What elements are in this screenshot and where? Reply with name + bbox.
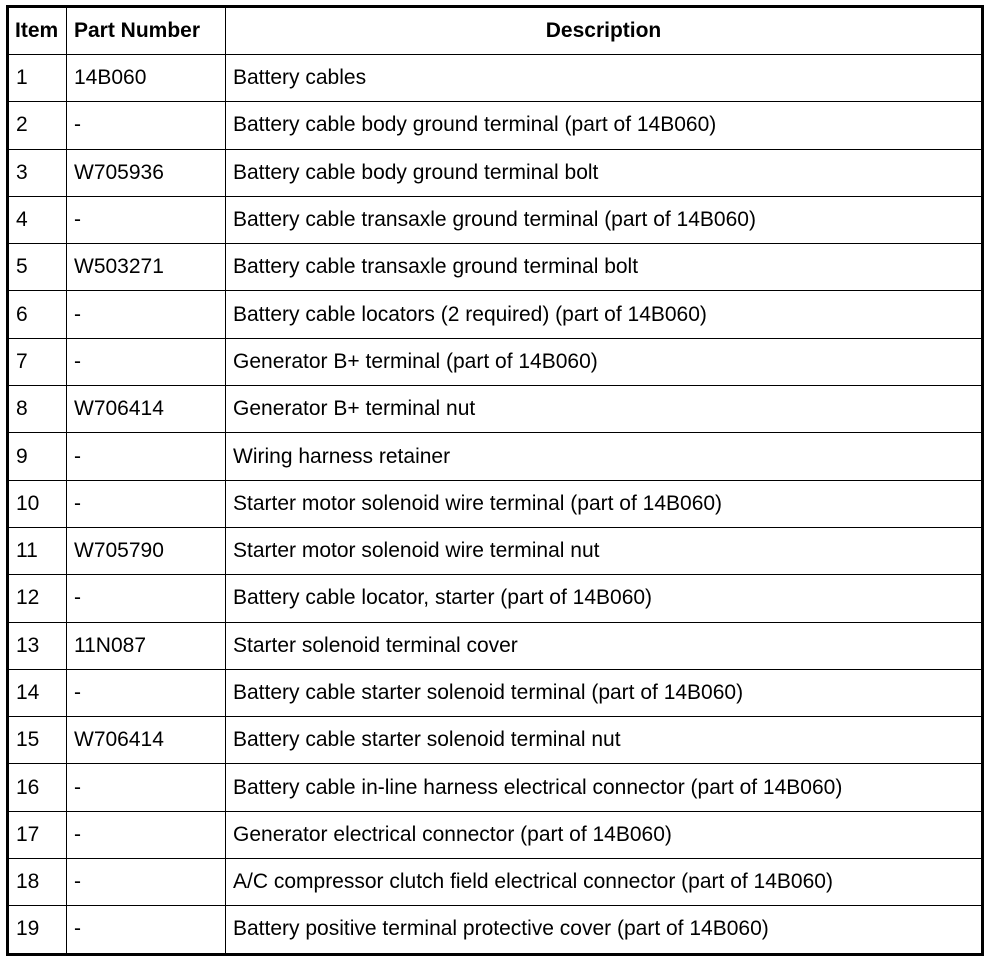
cell-item: 17 — [8, 811, 67, 858]
table-row — [8, 906, 983, 954]
cell-description: Battery cables — [226, 55, 983, 102]
cell-description: Battery cable body ground terminal bolt — [226, 149, 983, 196]
table-row — [8, 196, 983, 243]
cell-item: 7 — [8, 338, 67, 385]
table-row — [8, 291, 983, 338]
header-item: Item — [8, 7, 67, 55]
table-row — [8, 859, 983, 906]
cell-description: Starter motor solenoid wire terminal nut — [226, 527, 983, 574]
cell-item: 2 — [8, 102, 67, 149]
cell-item: 3 — [8, 149, 67, 196]
cell-item: 1 — [8, 55, 67, 102]
cell-description: A/C compressor clutch field electrical connector (part of 14B060) — [226, 859, 983, 906]
cell-description: Starter motor solenoid wire terminal (part of 14B060) — [226, 480, 983, 527]
cell-part-number: - — [67, 102, 226, 149]
cell-description: Battery positive terminal protective cover (part of 14B060) — [226, 906, 983, 954]
cell-part-number: W706414 — [67, 717, 226, 764]
cell-part-number: W705790 — [67, 527, 226, 574]
table-row — [8, 102, 983, 149]
cell-item: 8 — [8, 386, 67, 433]
table-row — [8, 622, 983, 669]
cell-part-number: - — [67, 764, 226, 811]
cell-part-number: - — [67, 433, 226, 480]
parts-table — [6, 5, 984, 956]
cell-description: Battery cable locator, starter (part of 14B060) — [226, 575, 983, 622]
cell-part-number: W705936 — [67, 149, 226, 196]
cell-description: Battery cable body ground terminal (part of 14B060) — [226, 102, 983, 149]
cell-description: Battery cable locators (2 required) (part of 14B060) — [226, 291, 983, 338]
cell-part-number: - — [67, 906, 226, 954]
table-row — [8, 527, 983, 574]
header-description: Description — [226, 7, 983, 55]
cell-item: 16 — [8, 764, 67, 811]
cell-item: 15 — [8, 717, 67, 764]
table-row — [8, 717, 983, 764]
cell-item: 10 — [8, 480, 67, 527]
cell-description: Wiring harness retainer — [226, 433, 983, 480]
header-row — [8, 7, 983, 55]
cell-item: 19 — [8, 906, 67, 954]
cell-part-number: W503271 — [67, 244, 226, 291]
table-row — [8, 764, 983, 811]
cell-part-number: - — [67, 291, 226, 338]
table-body — [8, 55, 983, 955]
cell-item: 14 — [8, 669, 67, 716]
cell-description: Generator B+ terminal nut — [226, 386, 983, 433]
cell-description: Generator B+ terminal (part of 14B060) — [226, 338, 983, 385]
cell-part-number: - — [67, 669, 226, 716]
table-row — [8, 338, 983, 385]
table-row — [8, 149, 983, 196]
cell-description: Battery cable starter solenoid terminal nut — [226, 717, 983, 764]
cell-part-number: - — [67, 480, 226, 527]
table-row — [8, 244, 983, 291]
cell-item: 11 — [8, 527, 67, 574]
table-row — [8, 386, 983, 433]
cell-part-number: W706414 — [67, 386, 226, 433]
table-row — [8, 575, 983, 622]
cell-item: 12 — [8, 575, 67, 622]
table-header — [8, 7, 983, 55]
cell-part-number: - — [67, 859, 226, 906]
table-row — [8, 433, 983, 480]
cell-description: Battery cable transaxle ground terminal (part of 14B060) — [226, 196, 983, 243]
table-row — [8, 811, 983, 858]
cell-part-number: 11N087 — [67, 622, 226, 669]
cell-item: 5 — [8, 244, 67, 291]
cell-part-number: - — [67, 196, 226, 243]
table-row — [8, 480, 983, 527]
cell-part-number: - — [67, 338, 226, 385]
cell-description: Battery cable in-line harness electrical connector (part of 14B060) — [226, 764, 983, 811]
cell-part-number: - — [67, 575, 226, 622]
table-row — [8, 55, 983, 102]
cell-item: 18 — [8, 859, 67, 906]
cell-item: 13 — [8, 622, 67, 669]
cell-part-number: - — [67, 811, 226, 858]
cell-item: 6 — [8, 291, 67, 338]
cell-description: Battery cable starter solenoid terminal (part of 14B060) — [226, 669, 983, 716]
header-part-number: Part Number — [67, 7, 226, 55]
cell-description: Starter solenoid terminal cover — [226, 622, 983, 669]
cell-description: Generator electrical connector (part of 14B060) — [226, 811, 983, 858]
table-row — [8, 669, 983, 716]
cell-part-number: 14B060 — [67, 55, 226, 102]
cell-item: 9 — [8, 433, 67, 480]
cell-description: Battery cable transaxle ground terminal bolt — [226, 244, 983, 291]
cell-item: 4 — [8, 196, 67, 243]
